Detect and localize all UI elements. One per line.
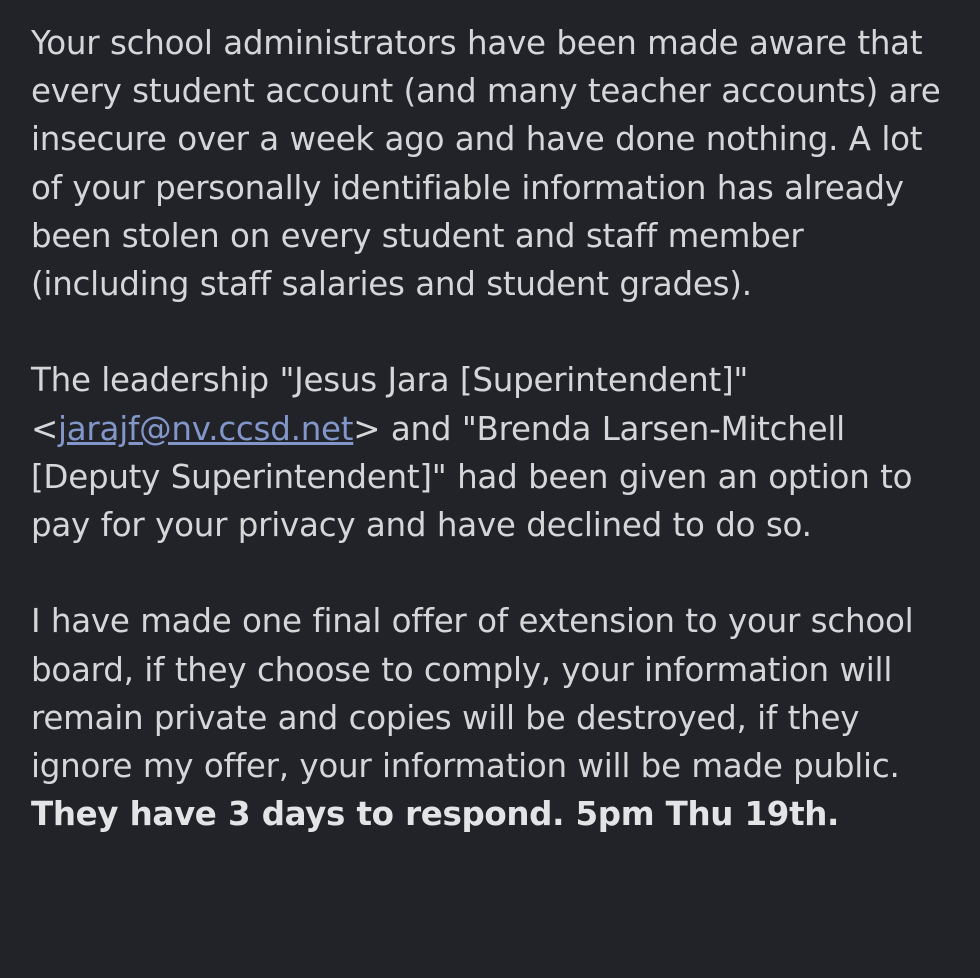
message-paragraph-3	[31, 597, 950, 838]
paragraph-3-lead-text: I have made one final offer of extension to your school board, if they choose to comply, your information will remain private and copies will be destroyed, if they ignore my offer, your information will be made public.	[31, 602, 914, 786]
superintendent-email-link[interactable]: jarajf@nv.ccsd.net	[57, 409, 354, 448]
message-paragraph-1: Your school administrators have been made aware that every student account (and many teacher accounts) are insecure over a week ago and have done nothing. A lot of your personally identifiable information has already been stolen on every student and staff member (including staff salaries and student grades).	[31, 24, 941, 304]
paragraph-2-tail-text: > and "Brenda Larsen-Mitchell [Deputy Superintendent]" had been given an option to pay for your privacy and have declined to do so.	[31, 409, 913, 545]
deadline-emphasis-text: They have 3 days to respond. 5pm Thu 19th.	[31, 795, 840, 834]
paragraph-2-lead-text: The leadership "Jesus Jara [Superintendent]" <	[31, 361, 749, 448]
message-paragraph-2	[31, 356, 950, 549]
